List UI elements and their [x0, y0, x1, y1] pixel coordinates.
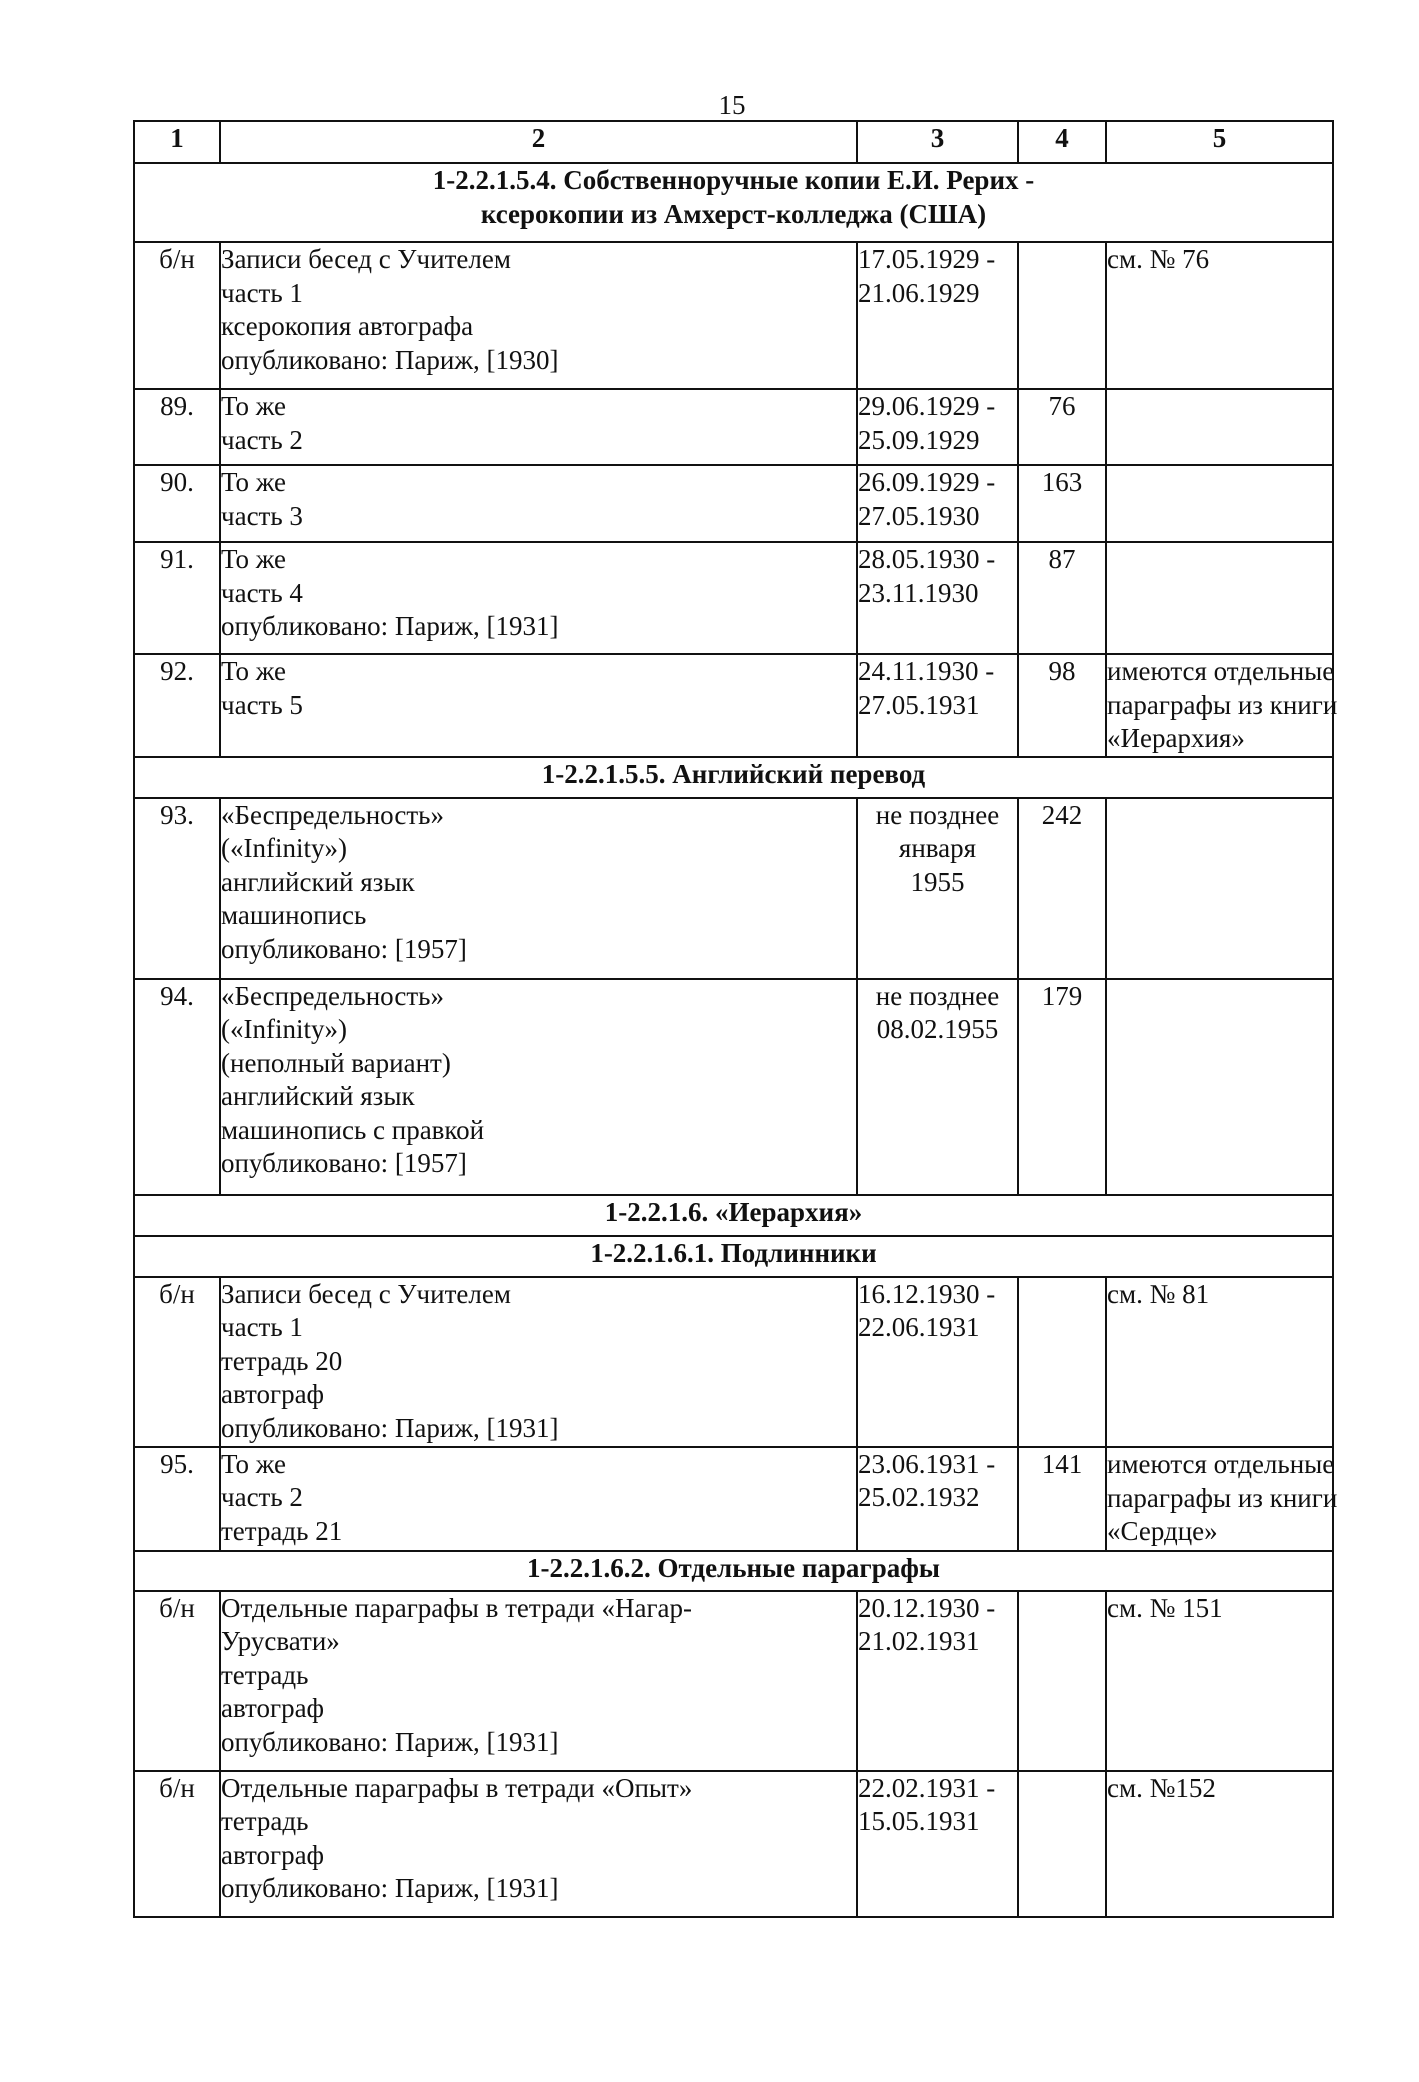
description-line: часть 3	[221, 500, 303, 531]
sheet-count: 163	[1018, 465, 1106, 542]
table-row	[134, 1447, 1333, 1551]
item-dates	[857, 1591, 1018, 1771]
sheet-count: 242	[1018, 798, 1106, 979]
date-line: января	[898, 833, 977, 863]
section-heading-line: 1-2.2.1.5.5. Английский перевод	[541, 758, 926, 789]
remark-note	[1106, 542, 1333, 654]
item-number: 95.	[134, 1447, 220, 1551]
description-line: То же	[221, 391, 286, 421]
table-row	[134, 654, 1333, 757]
description-line: опубликовано: [1957]	[221, 933, 467, 964]
description-line: английский язык	[221, 1081, 415, 1111]
description-line: ксерокопия автографа	[221, 311, 474, 341]
description-line: Записи бесед с Учителем	[221, 244, 511, 274]
note-line: имеются отдельные	[1107, 656, 1335, 686]
item-number: 94.	[134, 979, 220, 1195]
item-dates	[857, 242, 1018, 389]
date-line: 25.09.1929	[858, 424, 980, 455]
description-line: часть 5	[221, 689, 303, 720]
sheet-count: 76	[1018, 389, 1106, 465]
section-heading	[134, 1236, 1333, 1277]
date-line: 08.02.1955	[876, 1014, 999, 1044]
date-line: 20.12.1930 -	[858, 1592, 996, 1623]
date-line: 17.05.1929 -	[858, 244, 996, 274]
description-line: автограф	[221, 1693, 325, 1723]
date-line: 27.05.1931	[858, 689, 980, 720]
description-line: часть 1	[221, 277, 303, 308]
table-row	[134, 389, 1333, 465]
date-line: 26.09.1929 -	[858, 467, 996, 497]
item-dates	[857, 1447, 1018, 1551]
remark-note	[1106, 389, 1333, 465]
date-line: не позднее	[875, 799, 1000, 830]
table-row	[134, 1771, 1333, 1917]
date-line: 24.11.1930 -	[858, 656, 995, 686]
column-header-5: 5	[1106, 121, 1333, 163]
section-heading-line: ксерокопии из Амхерст-колледжа (США)	[480, 198, 987, 229]
description-line: («Infinity»)	[221, 833, 347, 863]
description-line: То же	[221, 1448, 286, 1479]
sheet-count: 87	[1018, 542, 1106, 654]
cross-reference-note	[1106, 1277, 1333, 1447]
description-line: машинопись	[221, 900, 367, 930]
date-line: 22.02.1931 -	[858, 1772, 996, 1803]
cross-reference-note	[1106, 242, 1333, 389]
description-line: автограф	[221, 1379, 325, 1409]
description-line: («Infinity»)	[221, 1014, 347, 1044]
column-header-2: 2	[220, 121, 857, 163]
item-number: б/н	[134, 242, 220, 389]
description-line: (неполный вариант)	[221, 1047, 451, 1078]
remark-note	[1106, 798, 1333, 979]
cross-reference-note	[1106, 1591, 1333, 1771]
description-line: опубликовано: Париж, [1930]	[221, 344, 559, 375]
description-line: «Беспредельность»	[221, 980, 444, 1011]
note-line: «Сердце»	[1107, 1516, 1218, 1547]
item-dates	[857, 1771, 1018, 1917]
item-description	[220, 1277, 857, 1447]
description-line: Записи бесед с Учителем	[221, 1278, 511, 1309]
item-description	[220, 1447, 857, 1551]
remark-note	[1106, 1447, 1338, 1551]
section-heading-line: 1-2.2.1.6. «Иерархия»	[604, 1196, 863, 1227]
item-number: 92.	[134, 654, 220, 757]
item-description	[220, 389, 857, 465]
section-heading-row	[134, 1551, 1333, 1591]
description-line: опубликовано: Париж, [1931]	[221, 1873, 559, 1903]
section-heading-line: 1-2.2.1.6.2. Отдельные параграфы	[527, 1552, 940, 1583]
note-line: см. № 76	[1107, 244, 1210, 274]
section-heading	[134, 163, 1333, 242]
column-header-3: 3	[857, 121, 1018, 163]
section-heading	[134, 1195, 1333, 1236]
date-line: не позднее	[875, 980, 1000, 1011]
description-line: опубликовано: Париж, [1931]	[221, 611, 559, 641]
section-heading-row	[134, 757, 1333, 798]
remark-note	[1106, 979, 1333, 1195]
sheet-count: 179	[1018, 979, 1106, 1195]
section-heading	[134, 757, 1333, 798]
note-line: «Иерархия»	[1107, 723, 1245, 753]
sheet-count	[1018, 1771, 1106, 1917]
date-line: 29.06.1929 -	[858, 391, 996, 421]
item-dates	[857, 1277, 1018, 1447]
date-line: 1955	[910, 866, 965, 897]
date-line: 21.02.1931	[858, 1626, 980, 1656]
item-description	[220, 1591, 857, 1771]
date-line: 28.05.1930 -	[858, 544, 996, 574]
description-line: опубликовано: Париж, [1931]	[221, 1726, 559, 1757]
description-line: Отдельные параграфы в тетради «Нагар-	[221, 1592, 692, 1623]
section-heading-row	[134, 1195, 1333, 1236]
description-line: То же	[221, 467, 286, 497]
item-dates	[857, 389, 1018, 465]
description-line: тетрадь 20	[221, 1345, 343, 1376]
note-line: имеются отдельные	[1107, 1449, 1335, 1480]
table-row	[134, 542, 1333, 654]
sheet-count	[1018, 1277, 1106, 1447]
section-heading	[134, 1551, 1333, 1591]
sheet-count	[1018, 1591, 1106, 1771]
item-dates	[857, 798, 1018, 979]
table-row	[134, 465, 1333, 542]
date-line: 25.02.1932	[858, 1482, 980, 1512]
description-line: часть 4	[221, 577, 303, 608]
column-number-header-row	[134, 121, 1333, 163]
date-line: 22.06.1931	[858, 1312, 980, 1342]
description-line: То же	[221, 544, 286, 574]
table-row	[134, 798, 1333, 979]
date-line: 27.05.1930	[858, 500, 980, 531]
description-line: тетрадь 21	[221, 1515, 343, 1546]
item-number: 90.	[134, 465, 220, 542]
description-line: тетрадь	[221, 1806, 309, 1836]
description-line: Урусвати»	[221, 1626, 340, 1656]
item-description	[220, 1771, 857, 1917]
description-line: Отдельные параграфы в тетради «Опыт»	[221, 1772, 693, 1803]
item-dates	[857, 654, 1018, 757]
item-description	[220, 465, 857, 542]
description-line: автограф	[221, 1839, 325, 1870]
table-row	[134, 1277, 1333, 1447]
description-line: английский язык	[221, 866, 415, 897]
item-description	[220, 654, 857, 757]
item-number: 91.	[134, 542, 220, 654]
item-description	[220, 542, 857, 654]
note-line: параграфы из книги	[1107, 689, 1338, 720]
column-header-4: 4	[1018, 121, 1106, 163]
section-heading-row	[134, 1236, 1333, 1277]
description-line: «Беспредельность»	[221, 799, 444, 830]
item-number: б/н	[134, 1591, 220, 1771]
item-dates	[857, 979, 1018, 1195]
item-description	[220, 798, 857, 979]
description-line: опубликовано: Париж, [1931]	[221, 1412, 559, 1443]
table-row	[134, 242, 1333, 389]
remark-note	[1106, 465, 1333, 542]
sheet-count: 98	[1018, 654, 1106, 757]
date-line: 23.11.1930	[858, 577, 979, 608]
note-line: см. №152	[1107, 1772, 1216, 1803]
page-number: 15	[718, 90, 746, 120]
description-line: часть 1	[221, 1312, 303, 1342]
remark-note	[1106, 654, 1338, 757]
section-heading-line: 1-2.2.1.6.1. Подлинники	[590, 1237, 877, 1268]
archive-register-table	[133, 120, 1338, 1918]
table-row	[134, 1591, 1333, 1771]
date-line: 15.05.1931	[858, 1806, 980, 1836]
sheet-count: 141	[1018, 1447, 1106, 1551]
item-dates	[857, 542, 1018, 654]
note-line: см. № 151	[1107, 1592, 1223, 1623]
sheet-count	[1018, 242, 1106, 389]
item-description	[220, 242, 857, 389]
item-number: 93.	[134, 798, 220, 979]
description-line: То же	[221, 656, 286, 686]
date-line: 16.12.1930 -	[858, 1278, 996, 1309]
table-row	[134, 979, 1333, 1195]
note-line: см. № 81	[1107, 1278, 1210, 1309]
item-number: б/н	[134, 1771, 220, 1917]
cross-reference-note	[1106, 1771, 1333, 1917]
description-line: часть 2	[221, 1482, 303, 1512]
item-description	[220, 979, 857, 1195]
column-header-1: 1	[134, 121, 220, 163]
section-heading-line: 1-2.2.1.5.4. Собственноручные копии Е.И. Рерих -	[432, 165, 1035, 195]
item-number: б/н	[134, 1277, 220, 1447]
date-line: 21.06.1929	[858, 277, 980, 308]
description-line: опубликовано: [1957]	[221, 1148, 467, 1178]
item-dates	[857, 465, 1018, 542]
date-line: 23.06.1931 -	[858, 1448, 996, 1479]
description-line: тетрадь	[221, 1659, 309, 1690]
description-line: машинопись с правкой	[221, 1114, 485, 1145]
description-line: часть 2	[221, 424, 303, 455]
note-line: параграфы из книги	[1107, 1482, 1338, 1513]
section-heading-row	[134, 163, 1333, 242]
item-number: 89.	[134, 389, 220, 465]
